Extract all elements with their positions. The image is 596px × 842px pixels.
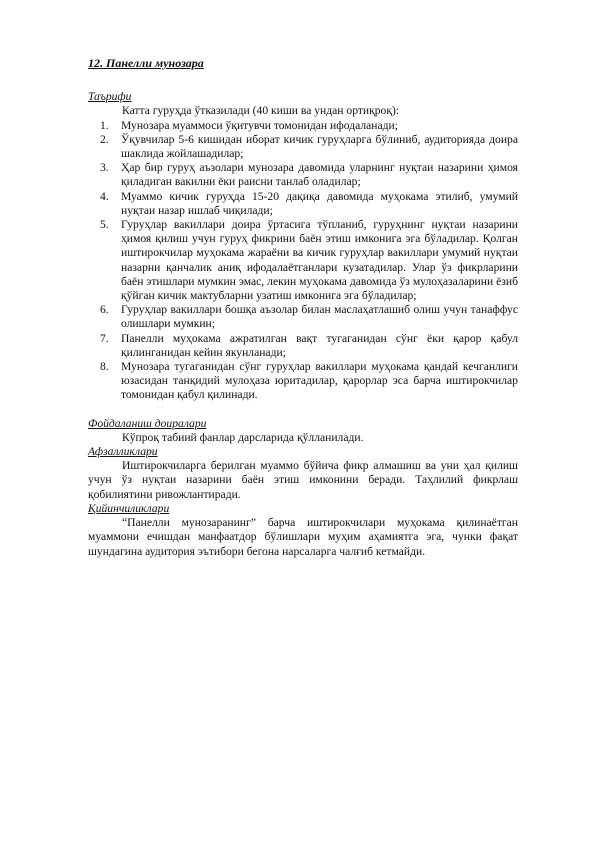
list-number: 2. — [100, 132, 109, 146]
list-item — [88, 360, 518, 403]
list-number: 8. — [100, 360, 109, 374]
list-item — [88, 190, 518, 218]
list-number: 7. — [100, 331, 109, 345]
list-number: 6. — [100, 303, 109, 317]
list-text: Ўқувчилар 5-6 кишидан иборат кичик гуруҳларга бўлиниб, аудиторияда доира шаклида жойлашадилар; — [121, 132, 518, 161]
list-text: Гуруҳлар вакиллари бошқа аъзолар билан маслаҳатлашиб олиш учун танаффус олишлари мумкин; — [121, 303, 518, 331]
list-number: 5. — [100, 218, 109, 232]
list-item — [88, 119, 518, 133]
spacer — [88, 403, 518, 417]
difficulties-text: “Панелли мунозаранинг” барча иштирокчилари муҳокама қилинаётган муаммони ечишдан манфаатдор бўлишлари муҳим аҳамиятга эга, чунки фақат шундагина аудитория эътибори бегона нарсаларга чалғиб кетмайди. — [88, 516, 518, 558]
usage-text: Кўпроқ табиий фанлар дарсларида қўлланилади. — [122, 430, 364, 444]
section-title: 12. Панелли мунозара — [88, 56, 204, 70]
list-text: Панелли муҳокама ажратилган вақт тугаганидан сўнг ёки қарор қабул қилинганидан кейин якунланади; — [121, 331, 518, 359]
list-item — [88, 161, 518, 189]
list-text: Муаммо кичик гуруҳда 15-20 дақиқа давомида муҳокама этилиб, умумий нуқтаи назар ишлаб чиқилади; — [121, 189, 518, 217]
list-item — [88, 332, 518, 360]
list-number: 1. — [100, 118, 109, 132]
difficulties-heading: Қийинчиликлари — [88, 501, 170, 515]
list-number: 4. — [100, 189, 109, 203]
list-item — [88, 133, 518, 161]
list-item — [88, 303, 518, 331]
list-item — [88, 218, 518, 303]
list-text: Мунозара муаммоси ўқитувчи томонидан ифодаланади; — [121, 118, 398, 132]
list-text: Мунозара тугаганидан сўнг гуруҳлар вакиллари муҳокама қандай кечганлиги юзасидан танқидий мулоҳаза юритадилар, қарорлар эса барча иштирокчилар томонидан қабул қилинади. — [121, 360, 518, 402]
document-content — [88, 56, 518, 559]
list-number: 3. — [100, 161, 109, 175]
definition-heading: Таърифи — [88, 90, 132, 104]
advantages-heading: Афзалликлари — [88, 445, 158, 459]
definition-intro: Катта гуруҳда ўтказилади (40 киши ва ундан ортиқроқ): — [122, 104, 400, 118]
list-text: Гуруҳлар вакиллари доира ўртасига тўпланиб, гуруҳнинг нуқтаи назарини ҳимоя қилиш учун гуруҳ фикрини баён этиш имконига эга бўладилар. Қолган иштирокчилар муҳокама жараёни ва кичик гуруҳлар вакиллари умумий нуқтаи назарни қанчалик аниқ ифодалаётганлари кузатадилар. Улар ўз фикрларини баён этишлари мумкин эмас, лекин муҳокама давомида ўз мулоҳазаларини ёзиб қўйган кичик мактубларни узатиш имконига эга бўладилар; — [121, 218, 518, 303]
definition-list — [88, 119, 518, 403]
list-text: Ҳар бир гуруҳ аъзолари мунозара давомида уларнинг нуқтаи назарини ҳимоя қиладиган вакилни ёки раисни танлаб оладилар; — [121, 161, 518, 189]
usage-heading: Фойдаланиш доиралари — [88, 416, 207, 430]
advantages-text: Иштирокчиларга берилган муаммо бўйича фикр алмашиш ва уни ҳал қилиш учун ўз нуқтаи назарини баён этиш имконини беради. Таҳлилий фикрлаш қобилиятини ривожлантиради. — [88, 459, 518, 501]
